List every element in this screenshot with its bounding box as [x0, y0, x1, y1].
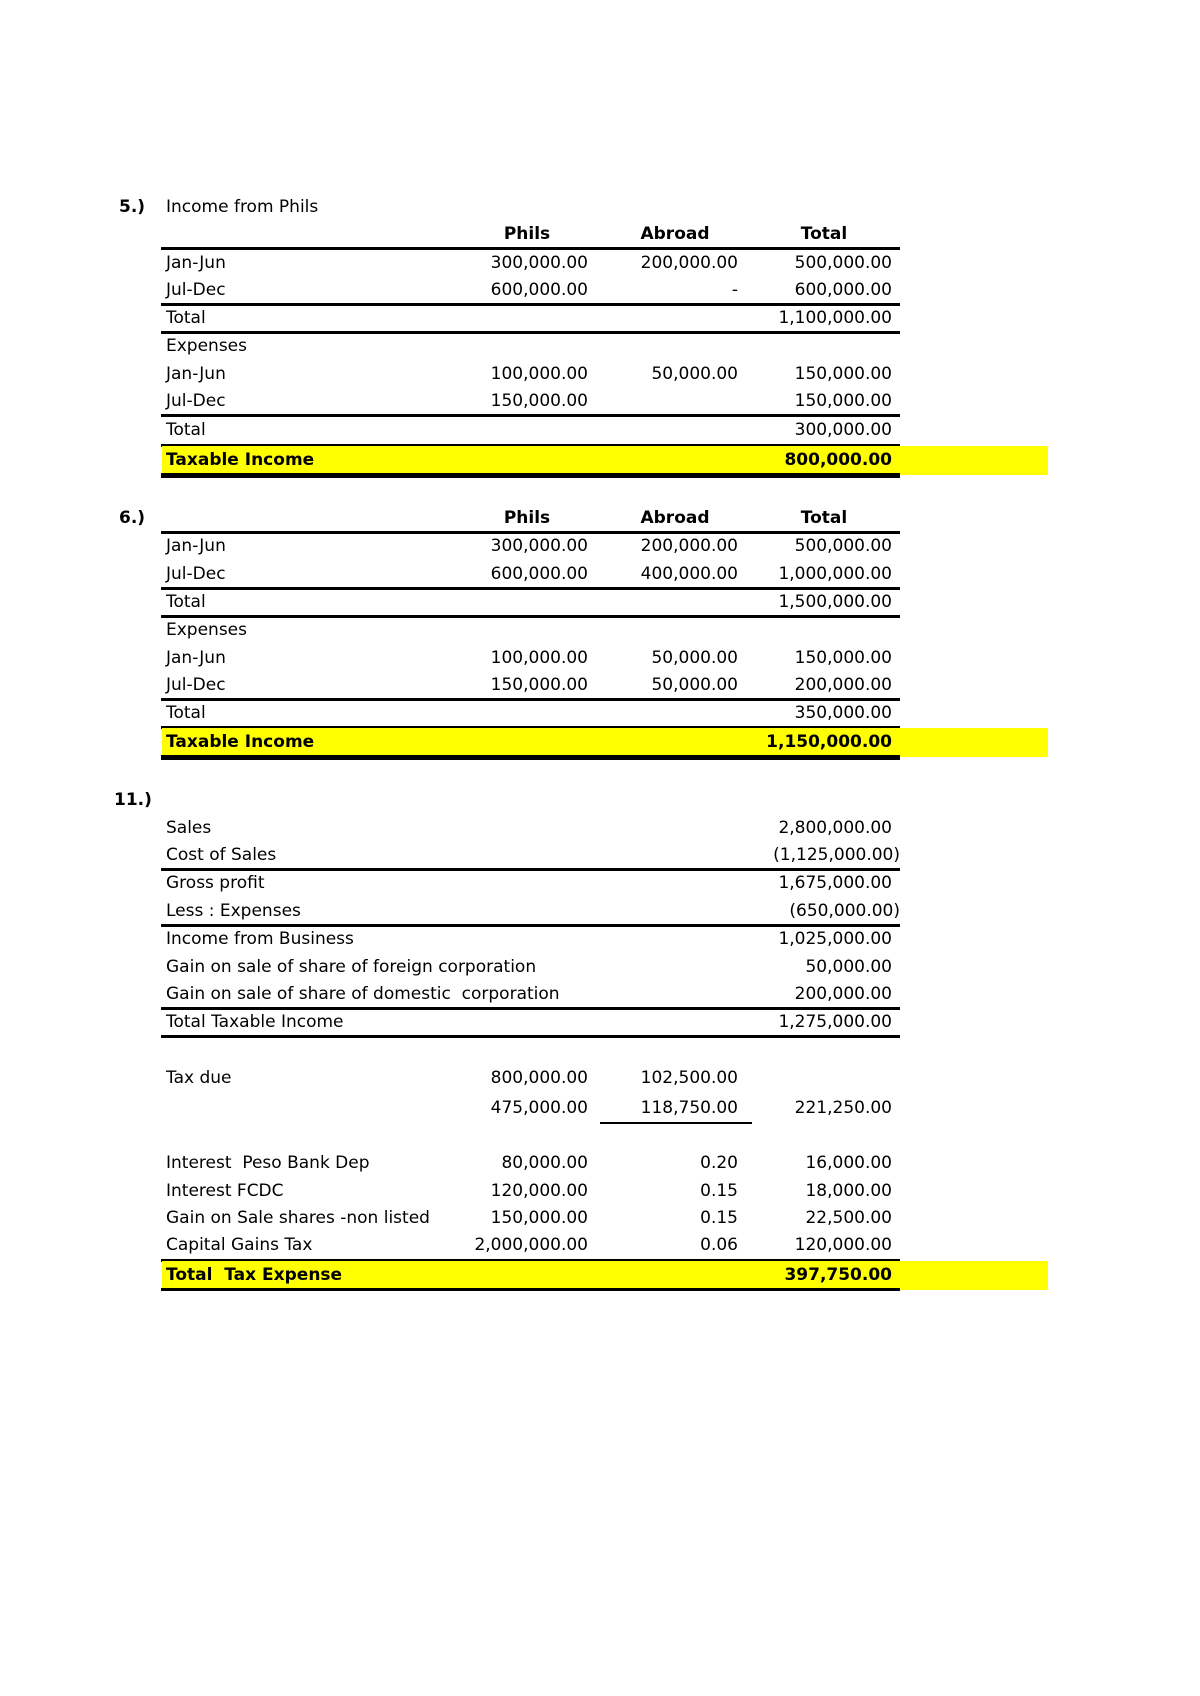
- row-label: Less : Expenses: [166, 901, 301, 921]
- base-value: 800,000.00: [490, 1068, 588, 1088]
- row-label: Income from Business: [166, 929, 354, 949]
- header-total: Total: [800, 224, 848, 244]
- taxable-income-row: [0, 729, 1200, 755]
- less-expenses-row: [0, 898, 1200, 924]
- tax-value: 16,000.00: [805, 1153, 892, 1173]
- total-value: 221,250.00: [794, 1098, 892, 1118]
- row-label: Jul-Dec: [166, 675, 226, 695]
- row-label: Total Taxable Income: [166, 1012, 344, 1032]
- table-row: [0, 533, 1200, 559]
- phils-value: 150,000.00: [490, 675, 588, 695]
- abroad-value: 200,000.00: [640, 253, 738, 273]
- taxable-income-value: 800,000.00: [784, 450, 892, 470]
- row-label: Gross profit: [166, 873, 265, 893]
- table-row: [0, 1232, 1200, 1258]
- income-total-row: [0, 589, 1200, 615]
- total-value: 350,000.00: [794, 703, 892, 723]
- row-label: Jul-Dec: [166, 564, 226, 584]
- total-tax-expense-label: Total Tax Expense: [166, 1265, 343, 1285]
- row-label: Sales: [166, 818, 212, 838]
- subtotal-underline: [600, 1122, 752, 1124]
- total-value: 1,000,000.00: [778, 564, 892, 584]
- table-row: [0, 388, 1200, 414]
- total-value: 150,000.00: [794, 364, 892, 384]
- total-value: 1,500,000.00: [778, 592, 892, 612]
- table-row: [0, 1178, 1200, 1204]
- amount-value: 2,000,000.00: [474, 1235, 588, 1255]
- phils-value: 600,000.00: [490, 564, 588, 584]
- amount-value: 80,000.00: [501, 1153, 588, 1173]
- section-number: 11.): [114, 790, 152, 810]
- section-title-row: [0, 194, 1200, 220]
- row-label: Gain on sale of share of foreign corporation: [166, 957, 537, 977]
- taxable-income-row: [0, 447, 1200, 473]
- abroad-value: 400,000.00: [640, 564, 738, 584]
- row-label: Cost of Sales: [166, 845, 277, 865]
- double-underline: [161, 755, 900, 760]
- abroad-value: 50,000.00: [651, 648, 738, 668]
- row-label: Interest FCDC: [166, 1181, 284, 1201]
- section-number: 5.): [119, 197, 146, 217]
- abroad-value: -: [731, 280, 738, 300]
- total-value: (1,125,000.00): [773, 845, 900, 865]
- total-value: 2,800,000.00: [778, 818, 892, 838]
- rate-value: 0.15: [700, 1181, 738, 1201]
- expenses-total-row: [0, 417, 1200, 443]
- total-value: 150,000.00: [794, 648, 892, 668]
- table-row: [0, 672, 1200, 698]
- base-value: 475,000.00: [490, 1098, 588, 1118]
- total-value: 1,275,000.00: [778, 1012, 892, 1032]
- phils-value: 100,000.00: [490, 364, 588, 384]
- rate-value: 0.20: [700, 1153, 738, 1173]
- table-row: [0, 277, 1200, 303]
- taxable-income-label: Taxable Income: [166, 450, 315, 470]
- row-label: Total: [166, 420, 206, 440]
- column-headers: [0, 505, 1200, 531]
- expenses-label: Expenses: [166, 620, 247, 640]
- total-tax-expense-value: 397,750.00: [784, 1265, 892, 1285]
- row-label: Jul-Dec: [166, 391, 226, 411]
- total-value: (650,000.00): [789, 901, 900, 921]
- divider: [161, 1288, 900, 1291]
- total-value: 1,100,000.00: [778, 308, 892, 328]
- table-row: [0, 1205, 1200, 1231]
- row-label: Jan-Jun: [166, 253, 226, 273]
- row-label: Jan-Jun: [166, 648, 226, 668]
- total-value: 600,000.00: [794, 280, 892, 300]
- sales-row: [0, 815, 1200, 841]
- income-total-row: [0, 305, 1200, 331]
- gain-foreign-row: [0, 954, 1200, 980]
- table-row: [0, 645, 1200, 671]
- row-label: Capital Gains Tax: [166, 1235, 313, 1255]
- total-value: 500,000.00: [794, 536, 892, 556]
- rate-value: 0.15: [700, 1208, 738, 1228]
- taxable-income-value: 1,150,000.00: [766, 732, 892, 752]
- total-taxable-row: [0, 1009, 1200, 1035]
- table-row: [0, 361, 1200, 387]
- tax-value: 22,500.00: [805, 1208, 892, 1228]
- expenses-heading-row: [0, 333, 1200, 359]
- total-value: 500,000.00: [794, 253, 892, 273]
- row-label: Jan-Jun: [166, 364, 226, 384]
- row-label: Total: [166, 703, 206, 723]
- header-phils: Phils: [503, 224, 551, 244]
- expenses-total-row: [0, 700, 1200, 726]
- tax-value: 102,500.00: [640, 1068, 738, 1088]
- phils-value: 100,000.00: [490, 648, 588, 668]
- abroad-value: 50,000.00: [651, 675, 738, 695]
- row-label: Gain on Sale shares -non listed: [166, 1208, 430, 1228]
- total-value: 1,675,000.00: [778, 873, 892, 893]
- table-row: [0, 250, 1200, 276]
- expenses-heading-row: [0, 617, 1200, 643]
- gain-domestic-row: [0, 981, 1200, 1007]
- phils-value: 150,000.00: [490, 391, 588, 411]
- rate-value: 0.06: [700, 1235, 738, 1255]
- abroad-value: 200,000.00: [640, 536, 738, 556]
- total-value: 300,000.00: [794, 420, 892, 440]
- row-label: Interest Peso Bank Dep: [166, 1153, 370, 1173]
- phils-value: 300,000.00: [490, 536, 588, 556]
- phils-value: 600,000.00: [490, 280, 588, 300]
- total-value: 200,000.00: [794, 675, 892, 695]
- total-value: 50,000.00: [805, 957, 892, 977]
- amount-value: 150,000.00: [490, 1208, 588, 1228]
- abroad-value: 50,000.00: [651, 364, 738, 384]
- divider: [161, 1035, 900, 1038]
- column-headers: [0, 221, 1200, 247]
- table-row: [0, 561, 1200, 587]
- tax-value: 120,000.00: [794, 1235, 892, 1255]
- row-label: Jan-Jun: [166, 536, 226, 556]
- expenses-label: Expenses: [166, 336, 247, 356]
- row-label: Jul-Dec: [166, 280, 226, 300]
- income-business-row: [0, 926, 1200, 952]
- tax-value: 118,750.00: [640, 1098, 738, 1118]
- total-value: 1,025,000.00: [778, 929, 892, 949]
- taxable-income-label: Taxable Income: [166, 732, 315, 752]
- tax-value: 18,000.00: [805, 1181, 892, 1201]
- total-value: 150,000.00: [794, 391, 892, 411]
- row-label: Total: [166, 592, 206, 612]
- tax-due-row-2: [0, 1095, 1200, 1121]
- amount-value: 120,000.00: [490, 1181, 588, 1201]
- tax-due-row: [0, 1065, 1200, 1091]
- section-title: Income from Phils: [166, 197, 319, 217]
- header-abroad: Abroad: [640, 224, 710, 244]
- section-number: 6.): [119, 508, 146, 528]
- row-label: Tax due: [166, 1068, 232, 1088]
- header-total: Total: [800, 508, 848, 528]
- header-phils: Phils: [503, 508, 551, 528]
- phils-value: 300,000.00: [490, 253, 588, 273]
- total-value: 200,000.00: [794, 984, 892, 1004]
- row-label: Total: [166, 308, 206, 328]
- row-label: Gain on sale of share of domestic corporation: [166, 984, 560, 1004]
- total-tax-expense-row: [0, 1262, 1200, 1288]
- table-row: [0, 1150, 1200, 1176]
- header-abroad: Abroad: [640, 508, 710, 528]
- gross-profit-row: [0, 870, 1200, 896]
- cost-of-sales-row: [0, 842, 1200, 868]
- double-underline: [161, 473, 900, 478]
